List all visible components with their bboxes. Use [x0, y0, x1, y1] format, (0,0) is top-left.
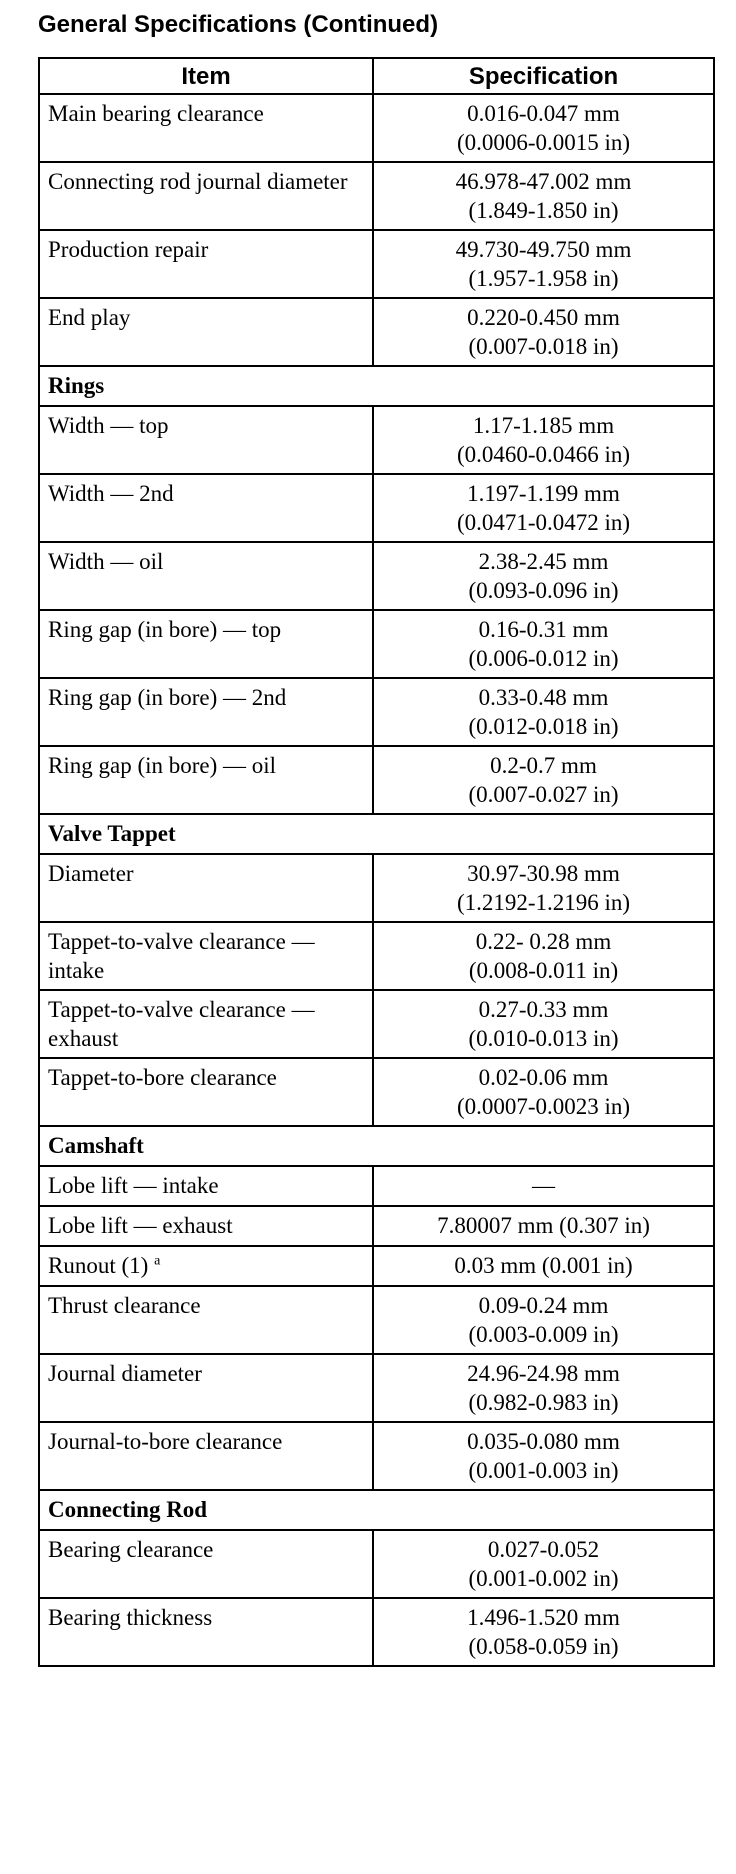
- specification-cell: [373, 1598, 714, 1666]
- specification-value: 7.80007 mm (0.307 in): [437, 1213, 650, 1238]
- header-item: Item: [39, 58, 373, 94]
- specification-value: 0.03 mm (0.001 in): [454, 1253, 633, 1278]
- table-row: [39, 746, 714, 814]
- item-label: Journal-to-bore clearance: [48, 1429, 283, 1454]
- item-label: Lobe lift — intake: [48, 1173, 219, 1198]
- table-row: [39, 1354, 714, 1422]
- table-row: [39, 610, 714, 678]
- specification-value: 0.016-0.047 mm: [467, 101, 620, 126]
- item-label: Width — oil: [48, 549, 164, 574]
- table-row: [39, 1286, 714, 1354]
- table-row: [39, 474, 714, 542]
- specification-value: 1.197-1.199 mm: [467, 481, 620, 506]
- item-label: Tappet-to-valve clearance — exhaust: [48, 997, 315, 1051]
- specification-cell: [373, 990, 714, 1058]
- specification-cell: [373, 1354, 714, 1422]
- item-cell: [39, 406, 373, 474]
- section-title: Rings: [39, 366, 714, 406]
- item-cell: [39, 1166, 373, 1206]
- item-cell: [39, 474, 373, 542]
- table-row: [39, 298, 714, 366]
- table-row: [39, 1530, 714, 1598]
- item-cell: [39, 1422, 373, 1490]
- specification-value: (0.0006-0.0015 in): [456, 130, 631, 155]
- specification-cell: [373, 406, 714, 474]
- specification-value: (0.007-0.018 in): [468, 334, 619, 359]
- header-specification: Specification: [373, 58, 714, 94]
- section-header-row: [39, 1126, 714, 1166]
- footnote-marker: a: [154, 1253, 161, 1269]
- item-label: Thrust clearance: [48, 1293, 201, 1318]
- specification-value: 0.09-0.24 mm: [478, 1293, 609, 1318]
- item-cell: [39, 1286, 373, 1354]
- specification-value: (0.008-0.011 in): [468, 958, 619, 983]
- table-row: [39, 230, 714, 298]
- specification-value: (0.982-0.983 in): [468, 1390, 619, 1415]
- item-cell: [39, 610, 373, 678]
- specification-value: 0.035-0.080 mm: [467, 1429, 620, 1454]
- table-row: [39, 542, 714, 610]
- specifications-table: [38, 57, 715, 1667]
- specification-cell: [373, 298, 714, 366]
- item-cell: [39, 1530, 373, 1598]
- specification-value: 0.33-0.48 mm: [478, 685, 609, 710]
- specification-cell: [373, 162, 714, 230]
- specification-value: 1.17-1.185 mm: [472, 413, 615, 438]
- specification-cell: [373, 1530, 714, 1598]
- specification-value: 1.496-1.520 mm: [467, 1605, 620, 1630]
- specification-cell: [373, 1422, 714, 1490]
- item-label: Ring gap (in bore) — oil: [48, 753, 277, 778]
- item-label: Journal diameter: [48, 1361, 202, 1386]
- item-label: Bearing thickness: [48, 1605, 213, 1630]
- item-cell: [39, 162, 373, 230]
- specification-value: 0.22- 0.28 mm: [475, 929, 612, 954]
- specification-value: 0.27-0.33 mm: [478, 997, 609, 1022]
- specification-value: (1.849-1.850 in): [468, 198, 619, 223]
- specification-value: 24.96-24.98 mm: [467, 1361, 620, 1386]
- item-label: Main bearing clearance: [48, 101, 264, 126]
- specification-cell: [373, 922, 714, 990]
- specification-value: (0.0460-0.0466 in): [456, 442, 631, 467]
- specification-value: (0.0007-0.0023 in): [456, 1094, 631, 1119]
- specification-cell: [373, 610, 714, 678]
- table-row: [39, 162, 714, 230]
- item-label: Width — top: [48, 413, 169, 438]
- item-cell: [39, 94, 373, 162]
- table-row: [39, 854, 714, 922]
- item-label: Ring gap (in bore) — 2nd: [48, 685, 287, 710]
- item-label: Connecting rod journal diameter: [48, 169, 348, 194]
- table-row: [39, 678, 714, 746]
- section-header-row: [39, 814, 714, 854]
- specification-value: (0.012-0.018 in): [468, 714, 619, 739]
- item-label: Production repair: [48, 237, 209, 262]
- item-label: Diameter: [48, 861, 134, 886]
- specification-value: (0.007-0.027 in): [468, 782, 619, 807]
- specification-value: 2.38-2.45 mm: [478, 549, 609, 574]
- specification-cell: [373, 1286, 714, 1354]
- table-row: [39, 990, 714, 1058]
- specification-value: (1.957-1.958 in): [468, 266, 619, 291]
- table-row: [39, 94, 714, 162]
- item-cell: [39, 1598, 373, 1666]
- specification-cell: [373, 230, 714, 298]
- specification-value: (1.2192-1.2196 in): [456, 890, 631, 915]
- item-cell: [39, 1206, 373, 1246]
- specification-value: (0.001-0.002 in): [468, 1566, 619, 1591]
- item-cell: [39, 542, 373, 610]
- item-cell: [39, 678, 373, 746]
- section-header-row: [39, 1490, 714, 1530]
- document-title: General Specifications (Continued): [38, 11, 439, 38]
- item-label: Tappet-to-bore clearance: [48, 1065, 277, 1090]
- item-cell: [39, 1058, 373, 1126]
- specification-value: 30.97-30.98 mm: [467, 861, 620, 886]
- section-header-row: [39, 366, 714, 406]
- section-title: Camshaft: [39, 1126, 714, 1166]
- item-cell: [39, 922, 373, 990]
- specification-value: (0.0471-0.0472 in): [456, 510, 631, 535]
- item-cell: [39, 230, 373, 298]
- item-label: Bearing clearance: [48, 1537, 214, 1562]
- specification-cell: [373, 1058, 714, 1126]
- specification-value: 46.978-47.002 mm: [455, 169, 632, 194]
- specification-value: (0.006-0.012 in): [468, 646, 619, 671]
- table-row: [39, 1206, 714, 1246]
- item-cell: [39, 746, 373, 814]
- item-label: Tappet-to-valve clearance — intake: [48, 929, 315, 983]
- item-cell: [39, 1354, 373, 1422]
- item-cell: [39, 990, 373, 1058]
- section-title: Connecting Rod: [39, 1490, 714, 1530]
- specification-value: 0.220-0.450 mm: [467, 305, 620, 330]
- specification-value: 49.730-49.750 mm: [455, 237, 632, 262]
- specification-value: —: [532, 1173, 555, 1198]
- specification-cell: [373, 542, 714, 610]
- item-label: End play: [48, 305, 131, 330]
- table-row: [39, 1058, 714, 1126]
- table-row: [39, 922, 714, 990]
- item-label: Lobe lift — exhaust: [48, 1213, 233, 1238]
- specification-value: (0.093-0.096 in): [468, 578, 619, 603]
- table-row: [39, 1166, 714, 1206]
- specification-value: 0.027-0.052: [487, 1537, 600, 1562]
- specification-cell: [373, 854, 714, 922]
- specification-value: 0.16-0.31 mm: [478, 617, 609, 642]
- table-row: [39, 406, 714, 474]
- specification-value: (0.003-0.009 in): [468, 1322, 619, 1347]
- specification-cell: [373, 746, 714, 814]
- section-title: Valve Tappet: [39, 814, 714, 854]
- specification-cell: [373, 94, 714, 162]
- item-label: Ring gap (in bore) — top: [48, 617, 282, 642]
- item-cell: [39, 854, 373, 922]
- specification-cell: [373, 678, 714, 746]
- table-row: [39, 1598, 714, 1666]
- specification-value: 0.2-0.7 mm: [490, 753, 597, 778]
- item-cell: [39, 1246, 373, 1286]
- specification-value: (0.001-0.003 in): [468, 1458, 619, 1483]
- item-cell: [39, 298, 373, 366]
- table-row: [39, 1422, 714, 1490]
- specification-value: (0.010-0.013 in): [468, 1026, 619, 1051]
- specification-cell: [373, 1246, 714, 1286]
- item-label: Runout (1): [48, 1253, 149, 1278]
- specification-cell: [373, 1166, 714, 1206]
- specification-value: (0.058-0.059 in): [468, 1634, 619, 1659]
- table-body: [39, 94, 714, 1666]
- specification-value: 0.02-0.06 mm: [478, 1065, 609, 1090]
- table-row: [39, 1246, 714, 1286]
- specification-cell: [373, 474, 714, 542]
- table-header-row: [39, 58, 714, 94]
- specification-cell: [373, 1206, 714, 1246]
- item-label: Width — 2nd: [48, 481, 174, 506]
